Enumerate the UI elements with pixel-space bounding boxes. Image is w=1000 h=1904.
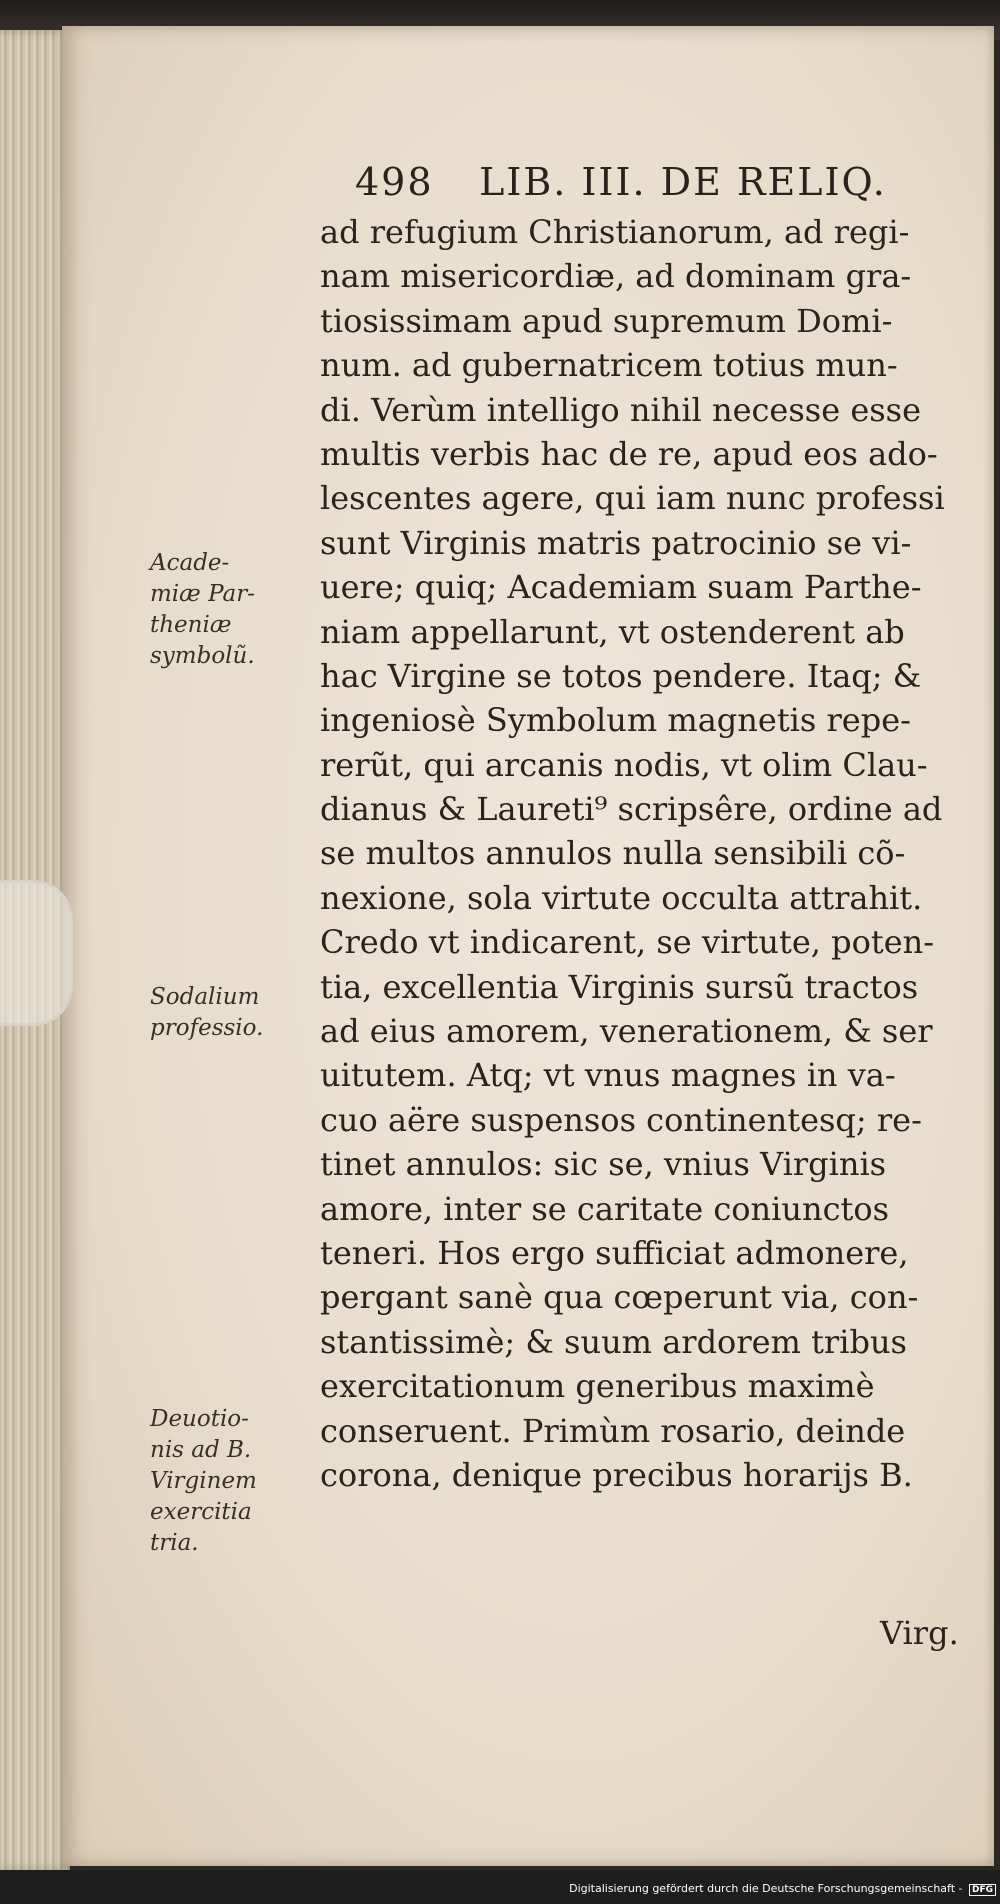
text-line: sunt Virginis matris patrocinio se vi- xyxy=(320,523,912,562)
text-line: multis verbis hac de re, apud eos ado- xyxy=(320,434,938,473)
text-line: se multos annulos nulla sensibili cõ- xyxy=(320,834,906,873)
margin-note-exercitia xyxy=(150,1404,320,1559)
running-head: LIB. III. DE RELIQ. xyxy=(479,160,887,204)
page-number: 498 xyxy=(355,160,434,204)
margin-note-line: Deuotio- xyxy=(150,1406,249,1432)
text-line: stantissimè; & suum ardorem tribus xyxy=(320,1322,907,1361)
text-line: cuo aëre suspensos continentesq; re- xyxy=(320,1100,922,1139)
text-line: ad refugium Christianorum, ad regi- xyxy=(320,213,910,251)
text-line: ingeniosè Symbolum magnetis repe- xyxy=(320,701,911,740)
text-line: uere; quiq; Academiam suam Parthe- xyxy=(320,568,922,607)
text-line: teneri. Hos ergo sufficiat admonere, xyxy=(320,1233,909,1272)
text-line: hac Virgine se totos pendere. Itaq; & xyxy=(320,656,922,695)
text-line: conseruent. Primùm rosario, deinde xyxy=(320,1411,906,1450)
text-line: niam appellarunt, vt ostenderent ab xyxy=(320,612,905,651)
text-line: ad eius amorem, venerationem, & ser xyxy=(320,1012,933,1051)
text-line: uitutem. Atq; vt vnus magnes in va- xyxy=(320,1056,896,1095)
text-line: tia, excellentia Virginis sursũ tractos xyxy=(320,967,919,1006)
margin-note-line: exercitia xyxy=(150,1499,252,1525)
text-line: amore, inter se caritate coniunctos xyxy=(320,1189,890,1228)
margin-note-symbolum xyxy=(150,548,320,672)
body-text xyxy=(320,210,960,1497)
text-line: tinet annulos: sic se, vnius Virginis xyxy=(320,1145,887,1184)
margin-note-line: professio. xyxy=(150,1015,264,1041)
credit-text: Digitalisierung gefördert durch die Deutsche Forschungsgemeinschaft - xyxy=(569,1882,963,1895)
text-line: exercitationum generibus maximè xyxy=(320,1367,875,1406)
text-line: lescentes agere, qui iam nunc professi xyxy=(320,479,945,518)
text-line: corona, denique precibus horarijs B. xyxy=(320,1455,913,1494)
text-line: di. Verùm intelligo nihil necesse esse xyxy=(320,390,922,429)
margin-note-line: symbolũ. xyxy=(150,643,255,669)
text-line: tiosissimam apud supremum Domi- xyxy=(320,301,893,340)
text-line: num. ad gubernatricem totius mun- xyxy=(320,346,898,385)
margin-note-line: miæ Par- xyxy=(150,581,256,607)
margin-note-line: theniæ xyxy=(150,612,232,638)
text-line: rerũt, qui arcanis nodis, vt olim Clau- xyxy=(320,745,928,784)
page-clip xyxy=(0,880,73,1026)
dfg-logo: DFG xyxy=(969,1884,996,1896)
text-line: nam misericordiæ, ad dominam gra- xyxy=(320,257,912,296)
catchword: Virg. xyxy=(880,1614,959,1652)
digitization-credit xyxy=(569,1882,996,1896)
footer-bar xyxy=(0,1870,1000,1904)
margin-note-line: Virginem xyxy=(150,1468,257,1494)
text-line: pergant sanè qua cœperunt via, con- xyxy=(320,1278,919,1317)
page-header xyxy=(355,160,955,210)
text-line: dianus & Laureti⁹ scripsêre, ordine ad xyxy=(320,790,943,829)
margin-note-professio xyxy=(150,982,320,1044)
margin-note-line: Acade- xyxy=(150,550,230,576)
margin-note-line: tria. xyxy=(150,1530,199,1556)
margin-note-line: nis ad B. xyxy=(150,1437,252,1463)
margin-note-line: Sodalium xyxy=(150,984,260,1010)
text-line: Credo vt indicarent, se virtute, poten- xyxy=(320,923,935,962)
text-line: nexione, sola virtute occulta attrahit. xyxy=(320,878,923,917)
